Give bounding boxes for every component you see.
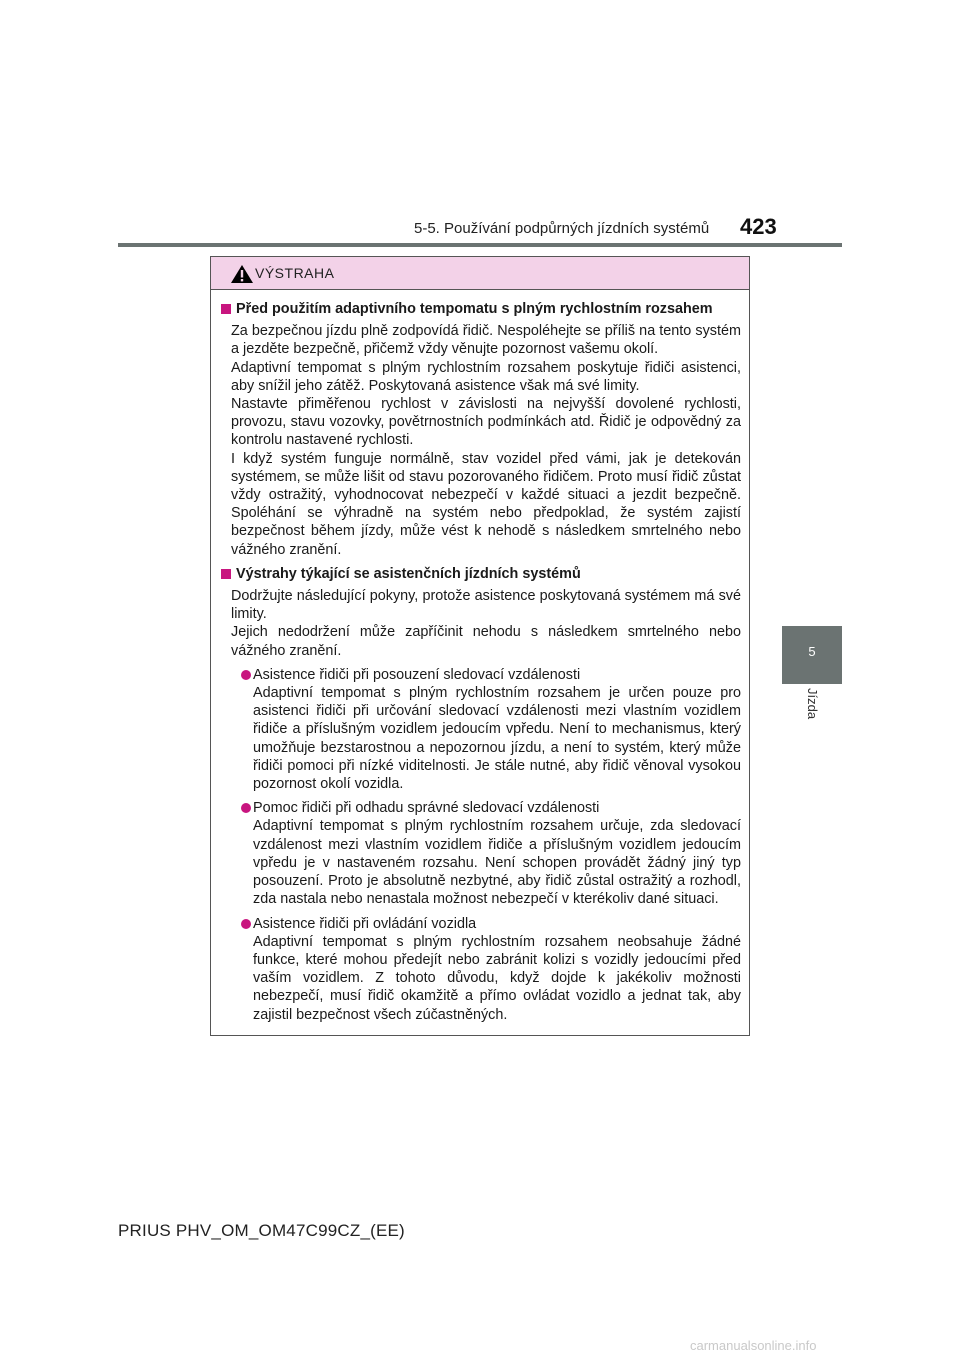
paragraph: Dodržujte následující pokyny, protože asistence poskytovaná systémem má své limity. bbox=[231, 588, 741, 623]
warning-header bbox=[211, 257, 749, 290]
warning-body bbox=[211, 290, 749, 1024]
bullet-item bbox=[241, 666, 741, 793]
bullet-text: Adaptivní tempomat s plným rychlostním rozsahem neobsahuje žádné funkce, které mohou předejít nebo zabránit kolizi s vozidly jedoucími před vaším vozidlem. Z tohoto důvodu, když dojde k jakékoliv možnosti nebezpečí, musí řidič okamžitě a přímo ovládat vozidlo a jednat tak, aby zajistil bezpečnost všech zúčastněných. bbox=[253, 933, 741, 1023]
paragraph: Adaptivní tempomat s plným rychlostním rozsahem poskytuje řidiči asistenci, aby snížil jeho zátěž. Poskytovaná asistence však má své limity. bbox=[231, 359, 741, 394]
round-bullet-icon bbox=[241, 919, 251, 929]
bullet-text: Adaptivní tempomat s plným rychlostním rozsahem určuje, zda sledovací vzdálenost mezi vlastním vozidlem řidiče a příslušným vozidlem jedoucím vpředu je v nastaveném rozsahu. Není schopen provádět žádný jiný typ posouzení. Proto je absolutně nezbytné, aby řidič zůstal ostražitý a rozhodl, zda nastala nebo nenastala možnost nebezpečí v kterékoliv dané situaci. bbox=[253, 818, 741, 908]
section-title-text: Výstrahy týkající se asistenčních jízdních systémů bbox=[236, 565, 581, 582]
section-title-text: Před použitím adaptivního tempomatu s plným rychlostním rozsahem bbox=[236, 301, 713, 317]
round-bullet-icon bbox=[241, 803, 251, 813]
bullet-item bbox=[241, 799, 741, 908]
page-number: 423 bbox=[740, 214, 777, 239]
square-bullet-icon bbox=[221, 304, 231, 314]
warning-triangle-icon bbox=[230, 264, 254, 284]
chapter-tab-number: 5 bbox=[808, 644, 816, 659]
running-header-section: 5-5. Používání podpůrných jízdních systémů bbox=[414, 220, 710, 237]
paragraph: I když systém funguje normálně, stav vozidel před vámi, jak je detekován systémem, se může lišit od stavu pozorovaného řidičem. Proto musí řidič zůstat vždy ostražitý, vyhodnocovat nebezpečí v každé situaci a jezdit bezpečně. Spoléhání se výhradně na systém nebo předpoklad, že systém zajistí bezpečnost během jízdy, může vést k nehodě s následkem smrtelného nebo vážného zranění. bbox=[231, 450, 741, 558]
section-title bbox=[219, 300, 741, 318]
square-bullet-icon bbox=[221, 569, 231, 579]
round-bullet-icon bbox=[241, 670, 251, 680]
chapter-tab bbox=[782, 626, 842, 684]
paragraph: Za bezpečnou jízdu plně zodpovídá řidič. Nespoléhejte se příliš na tento systém a jezděte bezpečně, přičemž vždy věnujte pozornost vašemu okolí. bbox=[231, 323, 741, 358]
warning-title: VÝSTRAHA bbox=[255, 265, 335, 281]
bullet-item bbox=[241, 915, 741, 1024]
bullet-text: Adaptivní tempomat s plným rychlostním rozsahem je určen pouze pro asistenci řidiči při určování sledovací vzdálenosti mezi vlastním vozidlem řidiče a příslušným vozidlem jedoucím vpředu. Není to mechanismus, který umožňuje bezstarostnou a nepozornou jízdu, a není to systém, který může řidiči pomoci při nízké viditelnosti. Je stále nutné, aby řidič věnoval vysokou pozornost okolí vozidla. bbox=[253, 685, 741, 793]
paragraph: Nastavte přiměřenou rychlost v závislosti na nejvyšší dovolené rychlosti, provozu, stavu vozovky, povětrnostních podmínkách atd. Řidič je odpovědný za kontrolu nastavené rychlosti. bbox=[231, 396, 741, 449]
warning-box bbox=[210, 256, 750, 1036]
document-code: PRIUS PHV_OM_OM47C99CZ_(EE) bbox=[118, 1221, 405, 1240]
chapter-tab-label-wrap bbox=[806, 688, 822, 738]
chapter-tab-label: Jízda bbox=[805, 688, 820, 720]
bullet-title: Pomoc řidiči při odhadu správné sledovací vzdálenosti bbox=[253, 800, 600, 817]
header-rule bbox=[118, 243, 842, 247]
paragraph: Jejich nedodržení může zapříčinit nehodu s následkem smrtelného nebo vážného zranění. bbox=[231, 624, 741, 659]
watermark: carmanualsonline.info bbox=[690, 1338, 817, 1353]
bullet-title: Asistence řidiči při posouzení sledovací vzdálenosti bbox=[253, 666, 581, 683]
bullet-title: Asistence řidiči při ovládání vozidla bbox=[253, 915, 477, 932]
section-title bbox=[219, 565, 741, 583]
